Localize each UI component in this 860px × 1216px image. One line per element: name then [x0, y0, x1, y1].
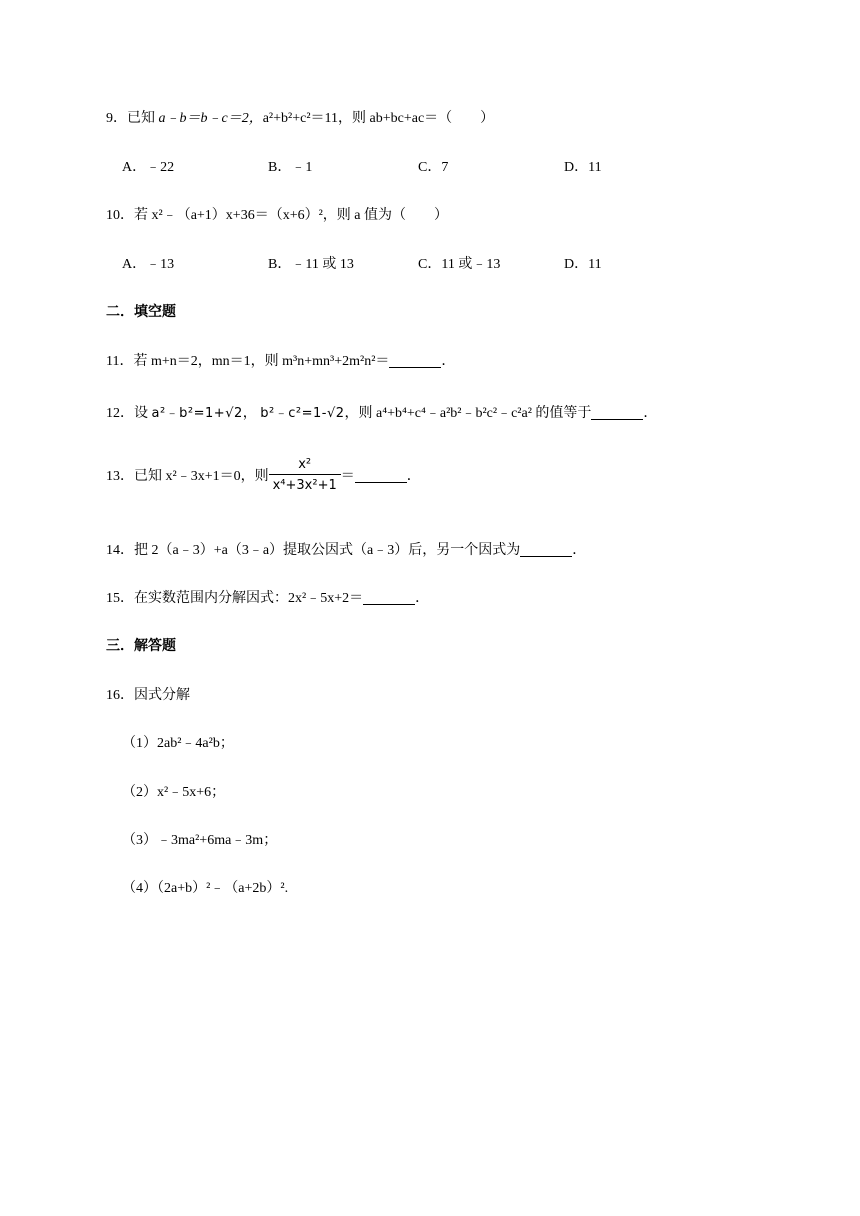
question-9 — [106, 109, 494, 129]
option-value: ﹣22 — [146, 160, 175, 175]
answer-blank[interactable] — [389, 353, 441, 368]
condition-1-image: a²﹣b²=1+√2 — [151, 406, 243, 421]
option-label: C． — [418, 160, 442, 175]
question-text: 若 m+n＝2，mn＝1，则 m³n+mn³+2m²n²＝ — [133, 354, 390, 369]
option-label: D． — [564, 160, 589, 175]
option-label: A． — [122, 160, 147, 175]
question-number: 12． — [106, 406, 134, 421]
sub-question-1 — [122, 734, 234, 754]
math-expression: a²+b²+c²＝11，则 — [262, 111, 367, 126]
option-a — [122, 255, 174, 275]
question-number: 10． — [106, 208, 134, 223]
question-number: 9． — [106, 111, 127, 126]
option-c — [418, 255, 500, 275]
question-text: 在实数范围内分解因式：2x²﹣5x+2＝ — [134, 591, 364, 606]
section-title-solution: 三．解答题 — [106, 639, 176, 654]
question-text: 把 2（a﹣3）+a（3﹣a）提取公因式（a﹣3）后，另一个因式为 — [134, 543, 521, 558]
math-expression: 2ab²﹣4a²b； — [157, 736, 234, 751]
option-b — [268, 255, 354, 275]
question-text: 设 — [134, 406, 148, 421]
question-number: 16． — [106, 688, 134, 703]
question-14 — [106, 541, 586, 561]
section-title-fill-in: 二．填空题 — [106, 305, 176, 320]
math-expression: a﹣b＝b﹣c＝2， — [158, 111, 263, 126]
option-value: 11 — [588, 160, 602, 175]
sub-question-2 — [122, 783, 225, 803]
question-text: 已知 x²﹣3x+1＝0，则 — [134, 469, 269, 484]
math-expression: （2a+b）²﹣（a+2b）². — [157, 881, 289, 896]
condition-2-image: b²﹣c²=1-√2 — [260, 406, 345, 421]
sub-question-4 — [122, 879, 288, 899]
option-d — [564, 158, 602, 178]
question-text: 若 x²﹣（a+1）x+36＝（x+6）²，则 a 值为（ ） — [134, 208, 449, 223]
punctuation: ． — [406, 469, 421, 484]
option-value: 11 — [588, 257, 602, 272]
punctuation: ． — [415, 591, 430, 606]
answer-blank[interactable] — [591, 405, 643, 420]
option-d — [564, 255, 602, 275]
option-value: ﹣13 — [146, 257, 175, 272]
option-value: ﹣11 或 13 — [291, 257, 354, 272]
fraction-image — [269, 457, 341, 493]
punctuation: ． — [643, 406, 658, 421]
sub-question-label: （1） — [122, 736, 157, 751]
question-number: 14． — [106, 543, 134, 558]
math-expression: x²﹣5x+6； — [157, 785, 226, 800]
answer-blank[interactable] — [355, 468, 407, 483]
equals-sign: ＝ — [340, 469, 355, 484]
question-text: 因式分解 — [134, 688, 190, 703]
question-11 — [106, 352, 455, 372]
option-label: B． — [268, 160, 292, 175]
question-number: 11． — [106, 354, 134, 369]
answer-blank[interactable] — [363, 590, 415, 605]
option-value: 7 — [441, 160, 449, 175]
option-a — [122, 158, 174, 178]
sub-question-label: （3） — [122, 833, 157, 848]
option-label: B． — [268, 257, 292, 272]
question-12: 12．设 a²﹣b²=1+√2， b²﹣c²=1-√2，则 a⁴+b⁴+c⁴﹣a²b²﹣b²c²﹣c²a² 的值等于 ． — [106, 404, 657, 424]
math-expression: ab+bc+ac＝（ ） — [369, 111, 495, 126]
question-16 — [106, 686, 190, 706]
question-15 — [106, 589, 429, 609]
fraction-numerator: x² — [269, 457, 341, 475]
question-13 — [106, 457, 421, 493]
punctuation: ． — [441, 354, 456, 369]
option-label: A． — [122, 257, 147, 272]
option-value: ﹣1 — [291, 160, 313, 175]
sub-question-label: （2） — [122, 785, 157, 800]
option-label: C． — [418, 257, 442, 272]
question-number: 15． — [106, 591, 134, 606]
option-value: 11 或﹣13 — [441, 257, 501, 272]
option-c — [418, 158, 448, 178]
fraction-denominator: x⁴+3x²+1 — [272, 478, 337, 493]
option-b — [268, 158, 312, 178]
question-text: ，则 a⁴+b⁴+c⁴﹣a²b²﹣b²c²﹣c²a² 的值等于 — [344, 406, 592, 421]
question-number: 13． — [106, 469, 134, 484]
sub-question-label: （4） — [122, 881, 157, 896]
option-label: D． — [564, 257, 589, 272]
sub-question-3 — [122, 831, 277, 851]
question-text: 已知 — [127, 111, 155, 126]
math-expression: ﹣3ma²+6ma﹣3m； — [157, 833, 278, 848]
answer-blank[interactable] — [520, 542, 572, 557]
question-10 — [106, 206, 448, 226]
punctuation: ． — [572, 543, 587, 558]
